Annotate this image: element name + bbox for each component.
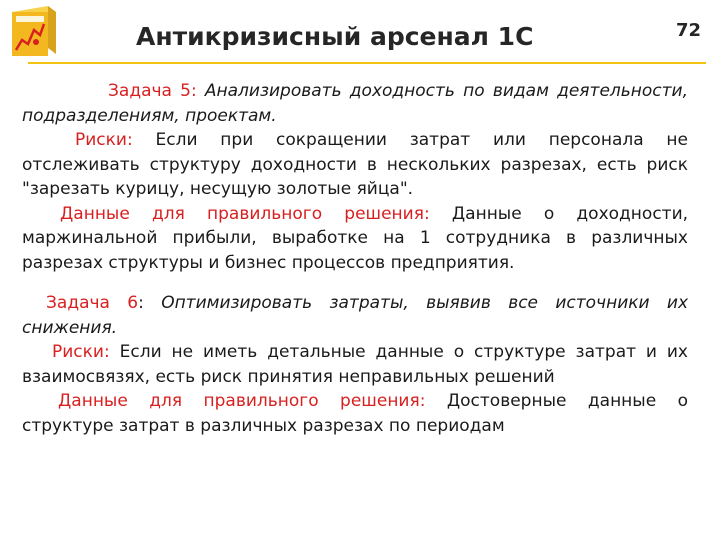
task-5-risks-paragraph (22, 128, 688, 202)
task-5-risks-label: Риски: (75, 130, 133, 150)
task-6-paragraph (22, 291, 688, 340)
task-6-data-label: Данные для правильного решения: (58, 391, 426, 411)
task-5-paragraph (22, 79, 688, 128)
task-5-data-text: Данные о доходности, маржинальной прибыли, выработке на 1 сотрудника в различных разрезах структуры и бизнес процессов предприятия. (22, 203, 689, 273)
task-6-data-text: Достоверные данные о структуре затрат в различных разрезах по периодам (22, 391, 689, 436)
slide-body (22, 79, 688, 438)
task-5-label: Задача 5: (108, 81, 197, 101)
product-box-logo (6, 2, 64, 60)
task-6-data-paragraph (22, 389, 688, 438)
header-divider (28, 62, 706, 64)
task-5-data-label: Данные для правильного решения: (60, 203, 430, 224)
task-5-text: Анализировать доходность по видам деятельности, подразделениям, проектам. (22, 81, 689, 126)
task-6-risks-text: Если не иметь детальные данные о структуре затрат и их взаимосвязях, есть риск принятия неправильных решений (22, 342, 688, 387)
task-6-risks-label: Риски: (52, 342, 110, 362)
task-5-risks-text: Если при сокращении затрат или персонала не отслеживать структуру доходности в нескольких разрезах, есть риск "зарезать курицу, несущую золотые яйца". (22, 130, 688, 199)
page-number: 72 (676, 20, 702, 41)
page-title: Антикризисный арсенал 1С (136, 22, 534, 51)
task-6-colon: : (138, 293, 144, 313)
task-6-text: Оптимизировать затраты, выявив все источники их снижения. (22, 293, 689, 338)
task-5-data-paragraph (22, 202, 688, 276)
task-6-label: Задача 6 (46, 293, 139, 313)
task-6-risks-paragraph (22, 340, 688, 389)
